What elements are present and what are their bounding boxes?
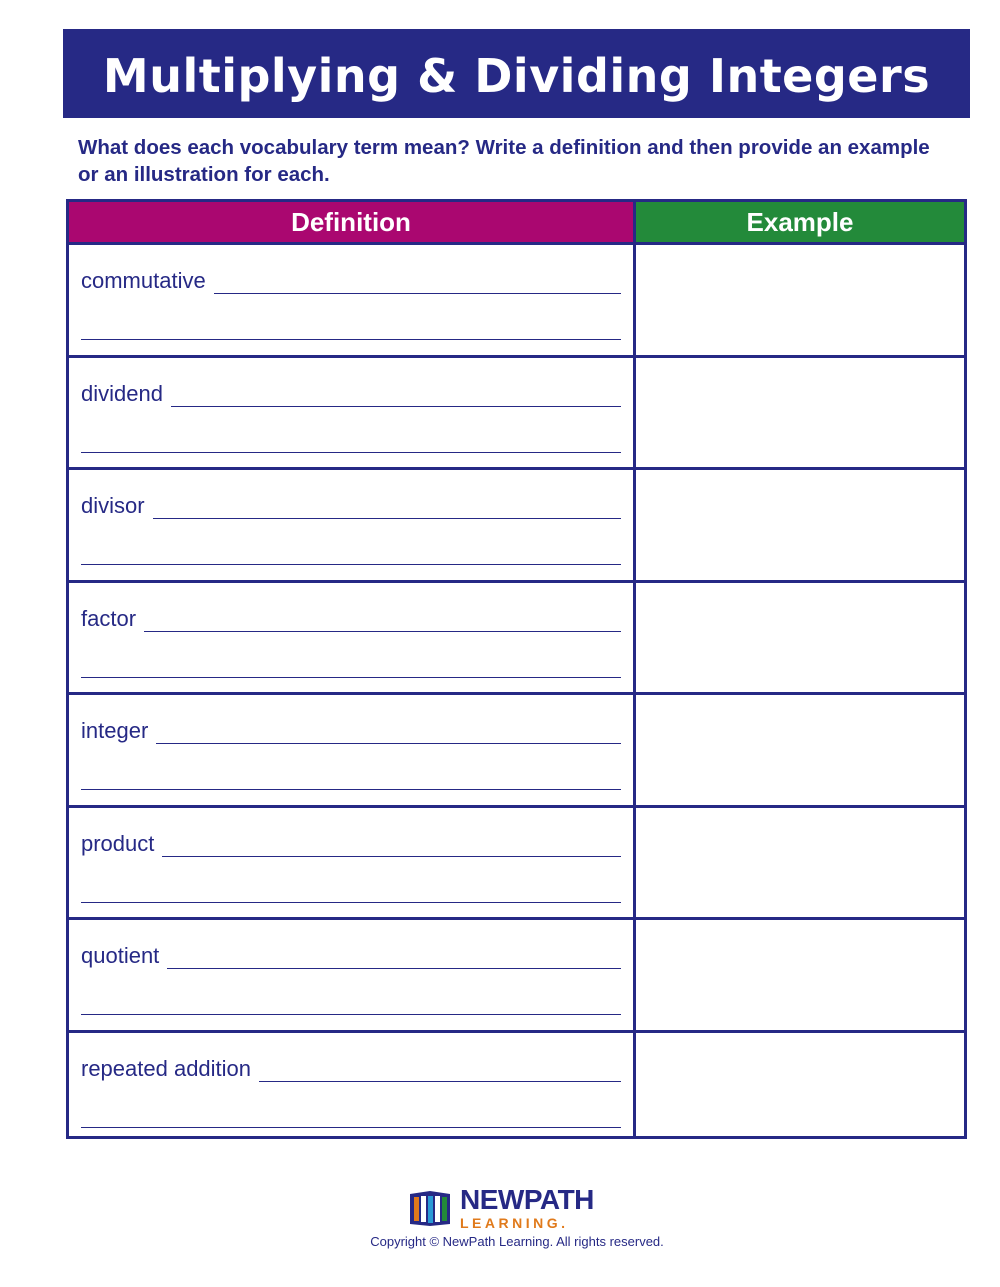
example-cell[interactable] — [636, 920, 964, 1030]
definition-blank[interactable] — [171, 384, 621, 407]
table-row — [69, 920, 964, 1033]
definition-blank-2[interactable] — [81, 902, 621, 903]
term-label: dividend — [81, 380, 163, 406]
definition-blank-2[interactable] — [81, 339, 621, 340]
book-stack-logo-icon — [408, 1188, 452, 1228]
example-cell[interactable] — [636, 583, 964, 693]
definition-line-1 — [81, 381, 621, 407]
title-banner — [63, 29, 970, 118]
table-row — [69, 1033, 964, 1146]
definition-line-1 — [81, 268, 621, 294]
definition-blank[interactable] — [167, 946, 621, 969]
brand-text — [460, 1186, 594, 1230]
copyright-notice: Copyright © NewPath Learning. All rights reserved. — [370, 1234, 664, 1249]
definition-line-1 — [81, 1056, 621, 1082]
definition-blank[interactable] — [214, 271, 621, 294]
newpath-logo — [408, 1186, 608, 1230]
definition-blank-2[interactable] — [81, 452, 621, 453]
example-cell[interactable] — [636, 695, 964, 805]
definition-line-1 — [81, 943, 621, 969]
table-row — [69, 245, 964, 358]
table-row — [69, 470, 964, 583]
definition-blank-2[interactable] — [81, 789, 621, 790]
table-row — [69, 808, 964, 921]
example-cell[interactable] — [636, 358, 964, 468]
page-title: Multiplying & Dividing Integers — [102, 48, 931, 103]
example-header: Example — [636, 202, 964, 242]
definition-blank-2[interactable] — [81, 677, 621, 678]
definition-blank[interactable] — [259, 1059, 621, 1082]
table-row — [69, 583, 964, 696]
definition-blank[interactable] — [153, 496, 621, 519]
brand-name: NEWPATH — [460, 1184, 594, 1215]
table-row — [69, 358, 964, 471]
brand-tagline: LEARNING. — [460, 1215, 569, 1231]
example-cell[interactable] — [636, 808, 964, 918]
definition-line-1 — [81, 718, 621, 744]
definition-line-1 — [81, 606, 621, 632]
term-label: integer — [81, 718, 149, 743]
definition-blank-2[interactable] — [81, 564, 621, 565]
definition-header: Definition — [69, 202, 633, 242]
definition-line-1 — [81, 831, 621, 857]
term-label: factor — [81, 605, 137, 631]
instructions-text: What does each vocabulary term mean? Write a definition and then provide an example or an illustration for each. — [78, 136, 930, 186]
definition-blank[interactable] — [162, 834, 621, 857]
term-label: divisor — [81, 493, 145, 518]
term-label: repeated addition — [81, 1055, 252, 1081]
example-cell[interactable] — [636, 1033, 964, 1146]
table-body — [69, 245, 964, 1145]
example-cell[interactable] — [636, 470, 964, 580]
definition-blank-2[interactable] — [81, 1127, 621, 1128]
table-row — [69, 695, 964, 808]
term-label: product — [81, 830, 155, 856]
definition-blank[interactable] — [156, 721, 621, 744]
vocabulary-table — [66, 199, 967, 1139]
definition-blank[interactable] — [144, 609, 621, 632]
example-cell[interactable] — [636, 245, 964, 355]
term-label: quotient — [81, 943, 160, 968]
term-label: commutative — [81, 268, 206, 293]
definition-blank-2[interactable] — [81, 1014, 621, 1015]
definition-line-1 — [81, 493, 621, 519]
